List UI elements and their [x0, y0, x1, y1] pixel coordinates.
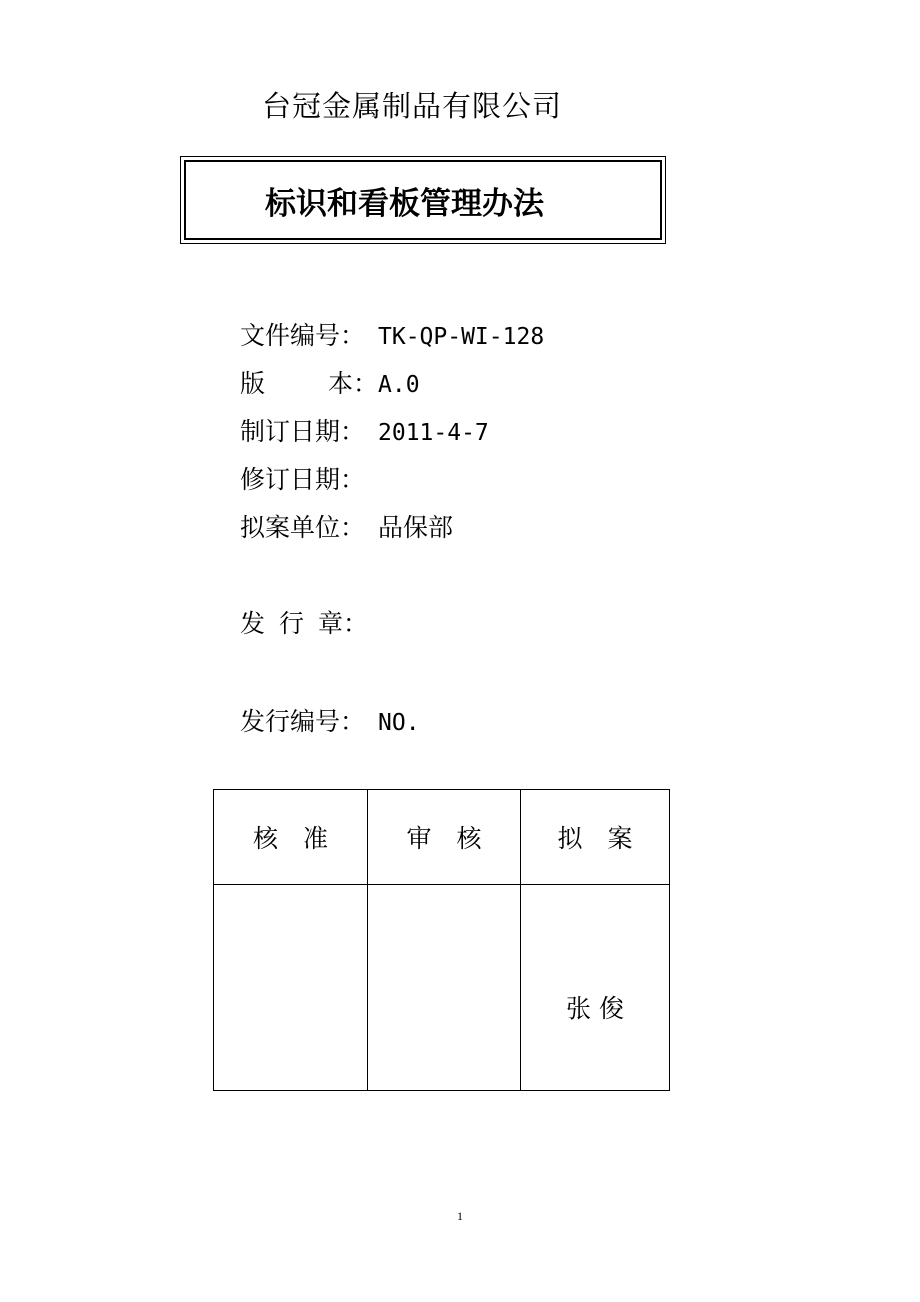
review-header-cell: 审 核 — [368, 790, 521, 885]
doc-number-value: TK-QP-WI-128 — [378, 324, 545, 350]
review-signature-cell — [368, 885, 521, 1091]
seal-label-char-3: 章： — [317, 609, 368, 638]
revision-date-line — [240, 460, 378, 496]
document-title: 标识和看板管理办法 — [265, 186, 544, 222]
approval-signature-row — [214, 885, 670, 1091]
drafting-unit-label: 拟案单位： — [240, 513, 366, 542]
version-value: A.0 — [378, 372, 420, 398]
version-label-first: 版 — [240, 369, 266, 398]
approve-header-cell: 核 准 — [214, 790, 368, 885]
revision-date-label: 修订日期： — [240, 465, 366, 494]
seal-line — [240, 604, 368, 640]
version-label-last: 本： — [327, 369, 378, 398]
seal-label — [240, 604, 368, 640]
drafting-unit-line — [240, 508, 453, 544]
issue-date-line — [240, 412, 489, 448]
issue-date-value: 2011-4-7 — [378, 420, 489, 446]
seal-label-char-2: 行 — [278, 609, 304, 638]
version-label — [240, 364, 378, 400]
doc-number-line — [240, 316, 544, 352]
release-number-value: NO. — [378, 710, 420, 736]
draft-signature-cell — [521, 885, 670, 1091]
document-title-box — [180, 156, 666, 244]
seal-label-char-1: 发 — [240, 609, 266, 638]
doc-number-label: 文件编号： — [240, 321, 366, 350]
release-number-line — [240, 702, 420, 738]
approval-table — [213, 789, 670, 1091]
page-number: 1 — [457, 1209, 463, 1223]
approve-signature-cell — [214, 885, 368, 1091]
draft-signature: 张 俊 — [566, 994, 624, 1023]
release-number-label: 发行编号： — [240, 707, 366, 736]
approval-header-row — [214, 790, 670, 885]
issue-date-label: 制订日期： — [240, 417, 366, 446]
draft-header-cell: 拟 案 — [521, 790, 670, 885]
company-name: 台冠金属制品有限公司 — [262, 89, 563, 123]
drafting-unit-value: 品保部 — [378, 513, 454, 542]
version-line — [240, 364, 420, 400]
